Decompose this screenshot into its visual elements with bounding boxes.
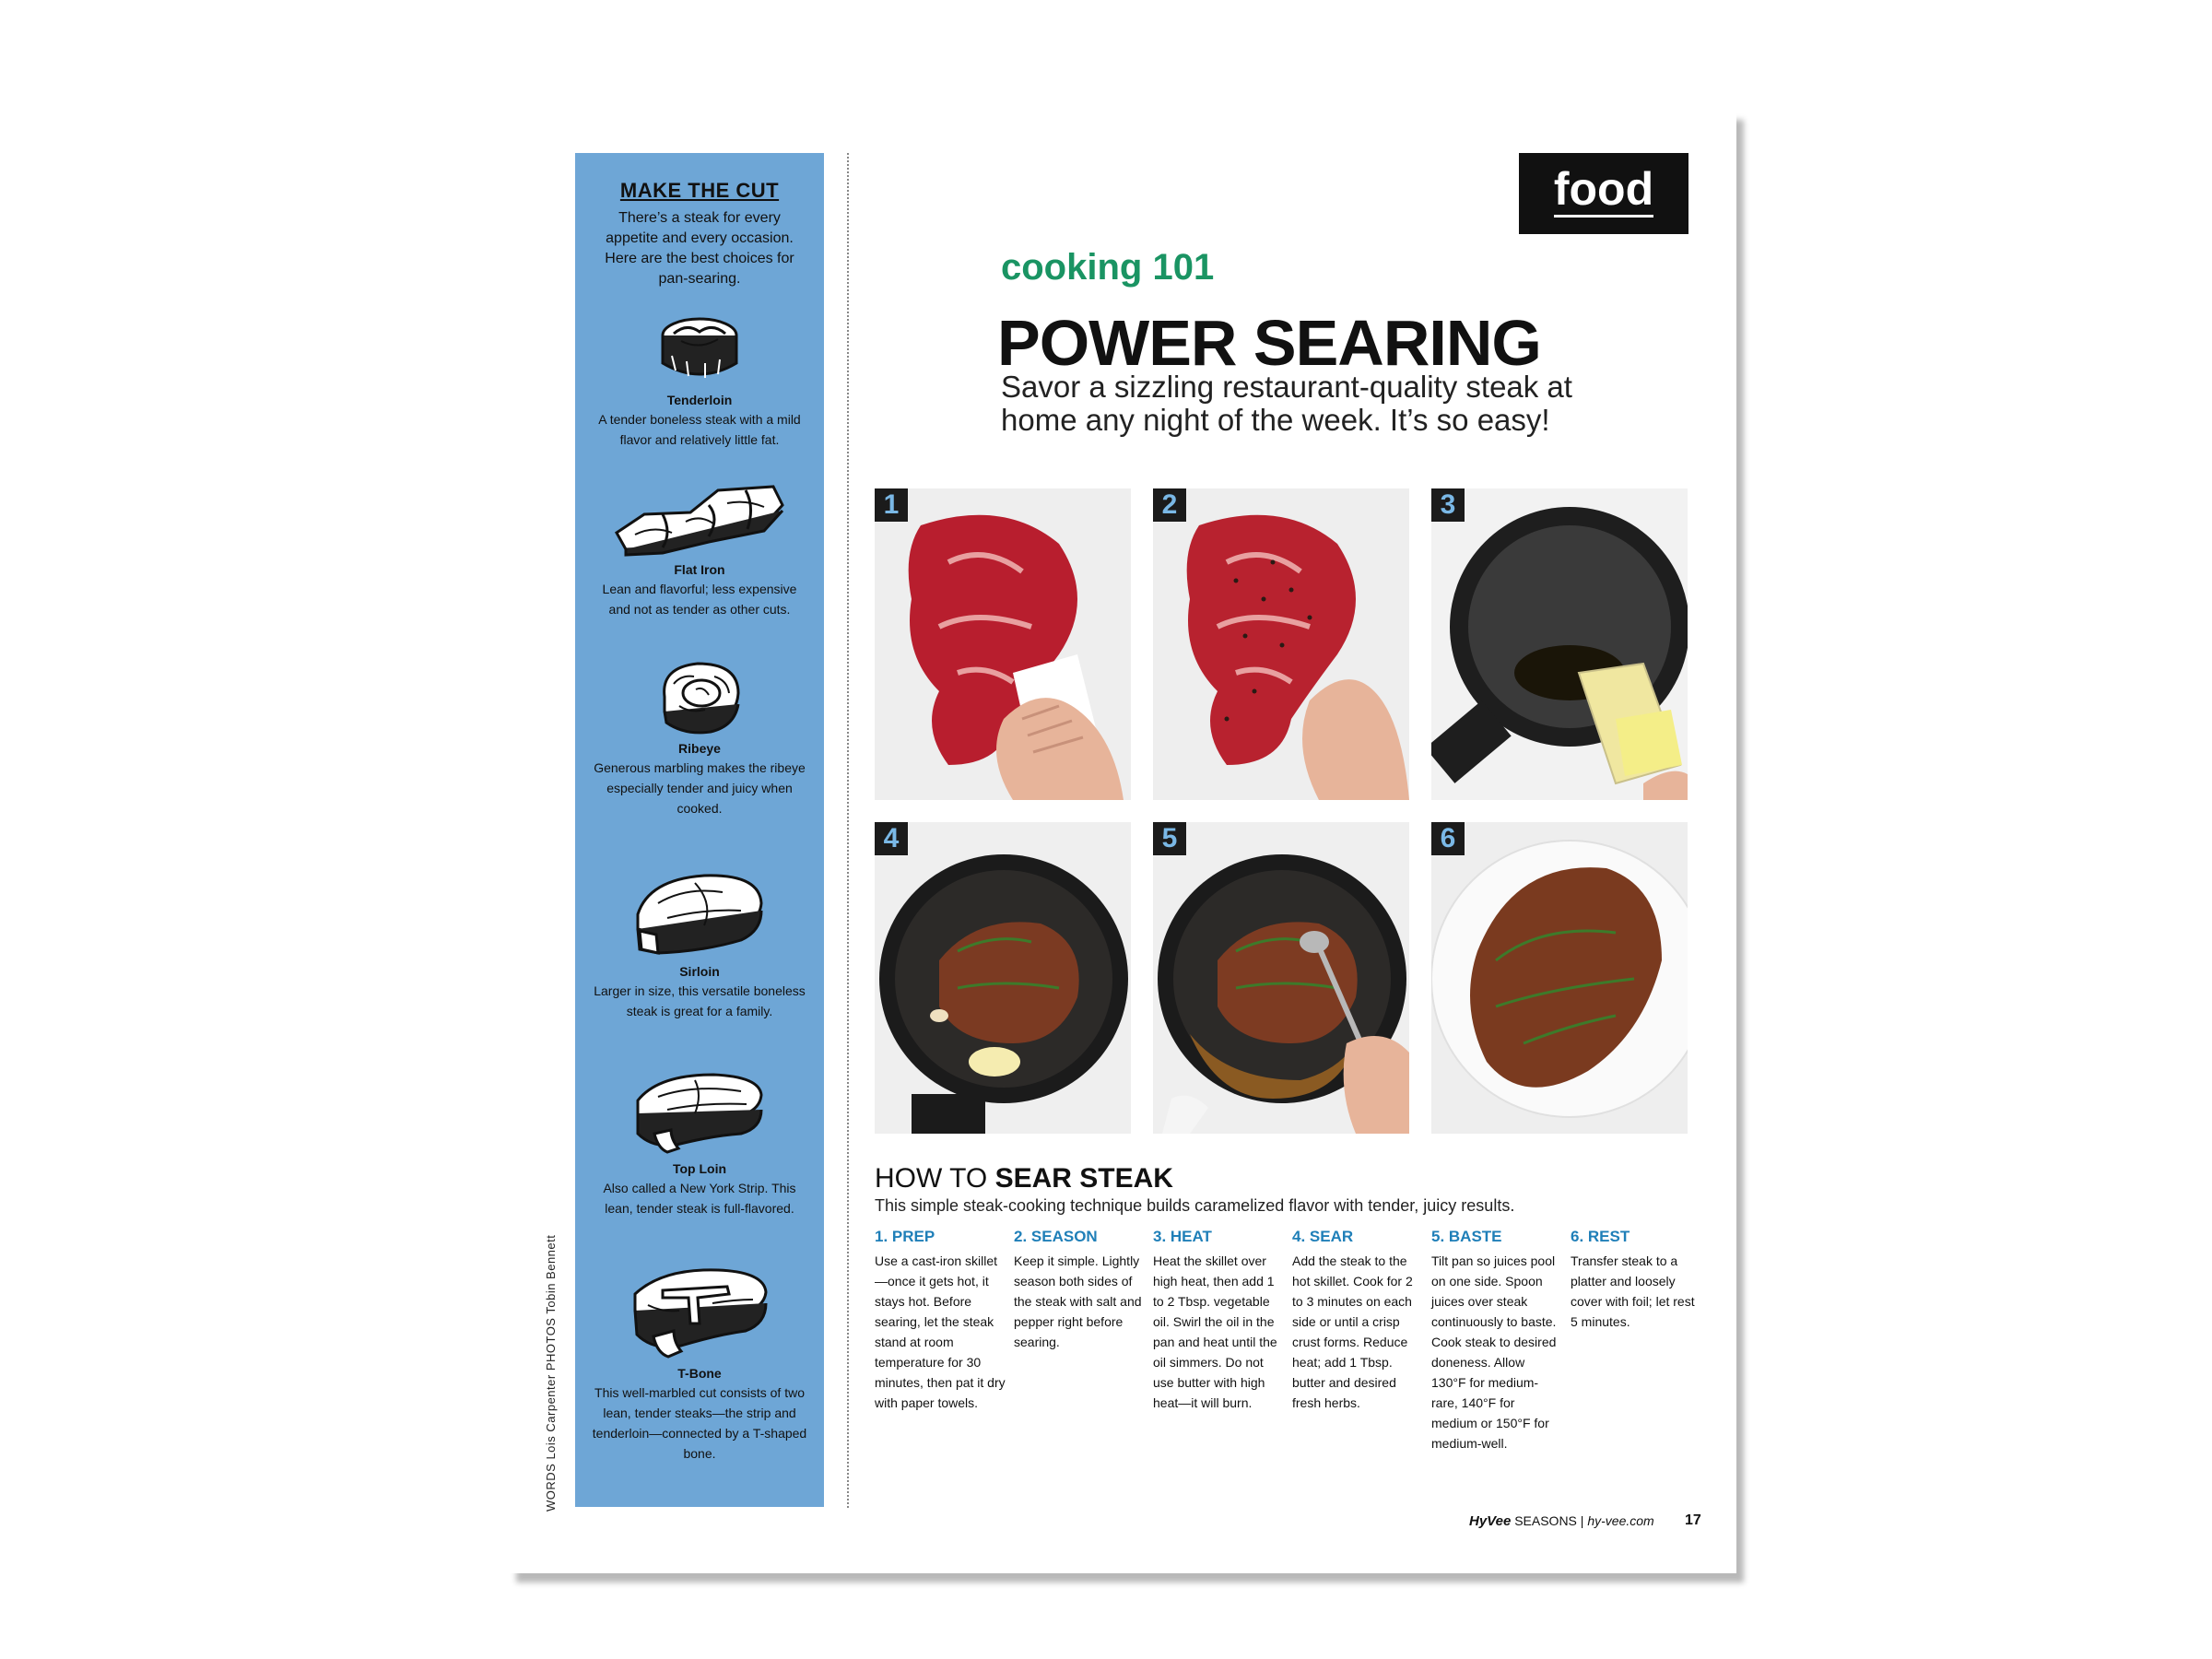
cut-description: Generous marbling makes the ribeye especially tender and juicy when cooked.: [594, 760, 806, 816]
step-title: 4. SEAR: [1292, 1228, 1354, 1245]
cut-ribeye: [575, 656, 824, 818]
cut-name: Flat Iron: [674, 562, 725, 577]
badge-underline: [1554, 215, 1653, 218]
step-title: 3. HEAT: [1153, 1228, 1212, 1245]
step-prep: [875, 1228, 1006, 1413]
step-heat: [1153, 1228, 1284, 1413]
step-body: Heat the skillet over high heat, then add 1 to 2 Tbsp. vegetable oil. Swirl the oil in the pan and heat until the oil simmers. Do not use butter with high heat—it will burn.: [1153, 1253, 1277, 1410]
cut-description: Larger in size, this versatile boneless steak is great for a family.: [594, 983, 806, 1018]
step-body: Add the steak to the hot skillet. Cook for 2 to 3 minutes on each side or until a crisp crust forms. Reduce heat; add 1 Tbsp. butter and desired fresh herbs.: [1292, 1253, 1413, 1410]
page-number: 17: [1685, 1512, 1701, 1528]
section-badge-label: food: [1553, 163, 1654, 215]
footer-separator: |: [1580, 1513, 1584, 1528]
howto-subtitle: This simple steak-cooking technique builds caramelized flavor with tender, juicy results.: [875, 1196, 1515, 1215]
step-body: Transfer steak to a platter and loosely cover with foil; let rest 5 minutes.: [1571, 1253, 1695, 1329]
howto-heading: [875, 1163, 1173, 1194]
step-rest: [1571, 1228, 1701, 1332]
publication-name: SEASONS: [1514, 1513, 1577, 1528]
step-number-badge: 5: [1153, 822, 1186, 855]
step-number-badge: 6: [1431, 822, 1465, 855]
cut-flat-iron: [575, 477, 824, 619]
cut-top-loin: [575, 1064, 824, 1218]
page-subtitle: Savor a sizzling restaurant-quality steak at home any night of the week. It’s so easy!: [1001, 370, 1572, 437]
cut-description: Lean and flavorful; less expensive and not as tender as other cuts.: [602, 582, 797, 617]
step-number-badge: 4: [875, 822, 908, 855]
step-5-photo: [1153, 822, 1409, 1134]
step-baste: [1431, 1228, 1562, 1453]
step-sear: [1292, 1228, 1423, 1413]
steak-basting-photo: [1153, 822, 1409, 1134]
cut-name: Top Loin: [672, 1161, 727, 1176]
step-6-photo: [1431, 822, 1688, 1134]
step-title: 1. PREP: [875, 1228, 935, 1245]
cut-name: Ribeye: [678, 741, 721, 756]
cut-name: Sirloin: [679, 964, 720, 979]
column-divider: [847, 153, 849, 1508]
sirloin-illustration: [630, 866, 769, 959]
kicker: cooking 101: [1001, 247, 1215, 288]
page-footer: [1469, 1513, 1654, 1529]
step-number-badge: 2: [1153, 488, 1186, 522]
howto-heading-bold: SEAR STEAK: [994, 1163, 1173, 1194]
steak-searing-photo: [875, 822, 1131, 1134]
step-1-photo: [875, 488, 1131, 800]
step-title: 2. SEASON: [1014, 1228, 1098, 1245]
howto-heading-light: HOW TO: [875, 1163, 988, 1194]
step-3-photo: [1431, 488, 1688, 800]
brand-logo: HyVee: [1469, 1513, 1512, 1529]
page-title: POWER SEARING: [997, 307, 1541, 379]
t-bone-illustration: [626, 1263, 773, 1360]
sidebar-intro: There’s a steak for every appetite and every occasion. Here are the best choices for pan-searing.: [605, 210, 794, 287]
ribeye-illustration: [653, 656, 746, 735]
oil-in-skillet-photo: [1431, 488, 1688, 800]
steak-seasoned-photo: [1153, 488, 1409, 800]
steak-patted-dry-photo: [875, 488, 1131, 800]
flat-iron-illustration: [607, 477, 792, 557]
cut-tenderloin: [575, 310, 824, 450]
cut-description: Also called a New York Strip. This lean, tender steak is full-flavored.: [603, 1181, 796, 1216]
make-the-cut-sidebar: [575, 153, 824, 1507]
cut-name: Tenderloin: [666, 393, 733, 407]
top-loin-illustration: [630, 1064, 769, 1156]
step-season: [1014, 1228, 1145, 1352]
sidebar-heading: MAKE THE CUT: [619, 179, 780, 202]
tenderloin-illustration: [653, 310, 746, 387]
section-badge: [1519, 153, 1688, 234]
step-body: Tilt pan so juices pool on one side. Spoon juices over steak continuously to baste. Cook steak to desired doneness. Allow 130°F for medium-rare, 140°F for medium or 150°F for medium-well.: [1431, 1253, 1557, 1451]
photo-credit: WORDS Lois Carpenter PHOTOS Tobin Bennett: [544, 1234, 558, 1512]
cut-description: This well-marbled cut consists of two lean, tender steaks—the strip and tenderloin—connected by a T-shaped bone.: [592, 1385, 807, 1461]
step-4-photo: [875, 822, 1131, 1134]
website-link[interactable]: hy-vee.com: [1587, 1513, 1654, 1528]
cut-description: A tender boneless steak with a mild flavor and relatively little fat.: [598, 412, 801, 447]
step-number-badge: 3: [1431, 488, 1465, 522]
step-body: Use a cast-iron skillet—once it gets hot, it stays hot. Before searing, let the steak stand at room temperature for 30 minutes, then pat it dry with paper towels.: [875, 1253, 1006, 1410]
step-2-photo: [1153, 488, 1409, 800]
cut-t-bone: [575, 1263, 824, 1464]
cut-name: T-Bone: [677, 1366, 722, 1381]
cut-sirloin: [575, 866, 824, 1021]
step-title: 5. BASTE: [1431, 1228, 1502, 1245]
step-number-badge: 1: [875, 488, 908, 522]
step-title: 6. REST: [1571, 1228, 1630, 1245]
steak-resting-photo: [1431, 822, 1688, 1134]
step-body: Keep it simple. Lightly season both sides of the steak with salt and pepper right before searing.: [1014, 1253, 1142, 1349]
